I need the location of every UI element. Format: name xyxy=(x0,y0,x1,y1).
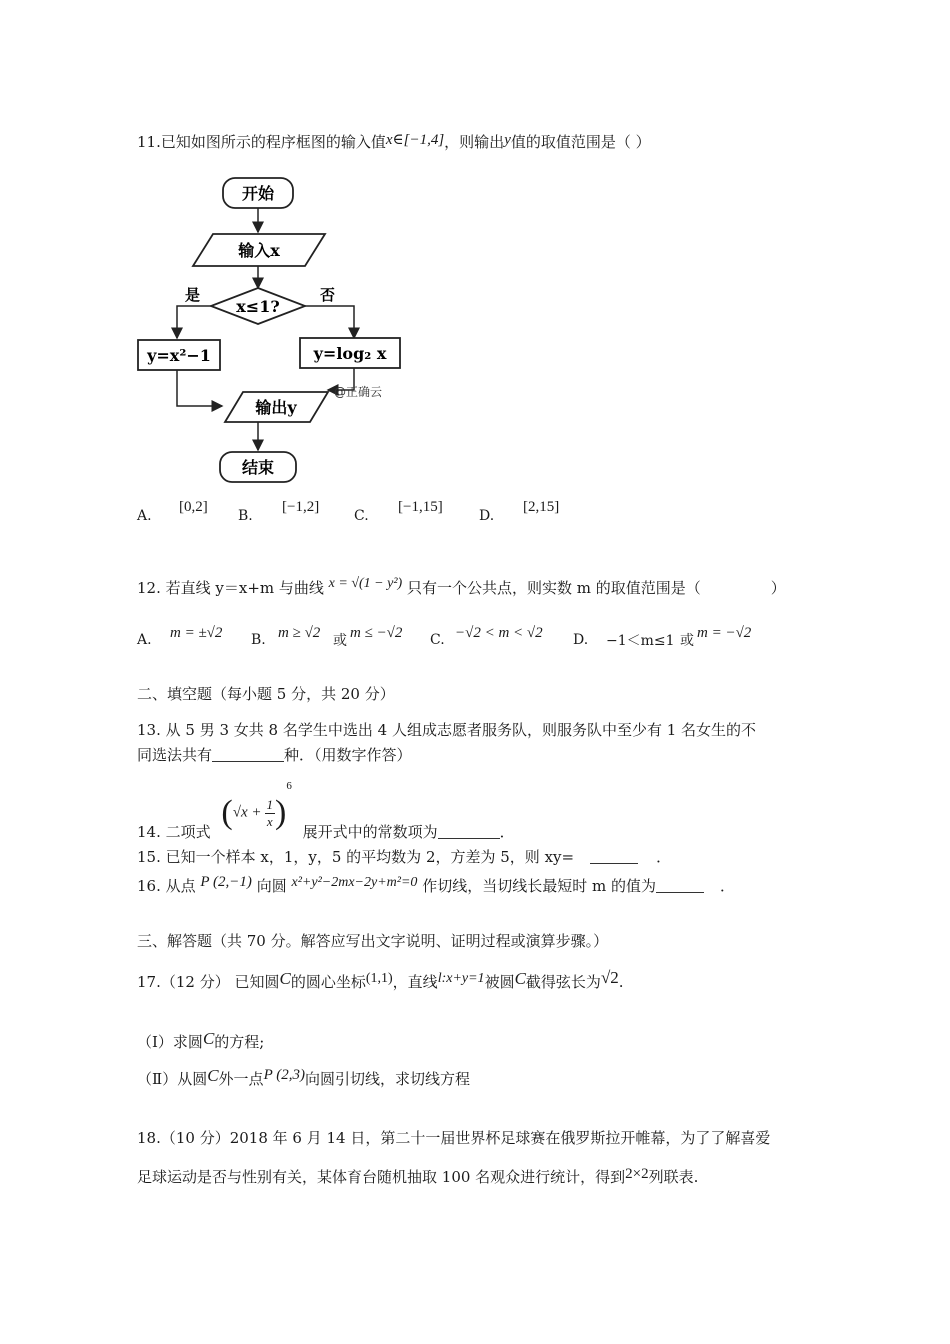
q16-circle-equation: x²+y²−2mx−2y+m²=0 xyxy=(291,875,418,890)
q12-option-c-value: −√2 < m < √2 xyxy=(455,625,543,641)
q17-stem: 17.（12 分） 已知圆C的圆心坐标(1,1)，直线l:x+y=1被圆C截得弦长为√2. xyxy=(137,968,624,991)
flow-decision-label: x≤1? xyxy=(236,297,280,316)
q18-table-size: 2×2 xyxy=(625,1166,649,1182)
q11-option-b-label: B. xyxy=(238,508,253,524)
q11-option-c-label: C. xyxy=(354,508,369,524)
q13-line2: 同选法共有 种．（用数字作答） xyxy=(137,746,412,764)
q17-center: (1,1) xyxy=(365,971,393,986)
q14-stem: 14. 二项式 (√x + $\frac{1}{x}$ )$^6$ 展开式中的常数项为 ． xyxy=(137,780,515,841)
q12-option-b-value: m ≥ √2 xyxy=(278,625,321,641)
q12-option-c-label: C. xyxy=(430,632,445,648)
q11-input-range: x∈[−1,4] xyxy=(385,132,445,148)
q13-answer-blank[interactable] xyxy=(212,747,284,762)
q11-option-c-value: [−1,15] xyxy=(398,499,443,515)
q12-option-d-value2: m = −√2 xyxy=(697,625,752,641)
q12-stem: 12. 若直线 y＝x+m 与曲线 x = √(1 − y²) 只有一个公共点，则实数 m 的取值范围是（ ） xyxy=(137,576,786,597)
flow-yes-label: 是 xyxy=(185,286,201,304)
q12-option-b-label: B. xyxy=(251,632,266,648)
q12-option-b-value2: m ≤ −√2 xyxy=(350,625,403,641)
q11-option-a-label: A. xyxy=(137,508,152,524)
section-fill-in-heading: 二、填空题（每小题 5 分，共 20 分） xyxy=(137,685,395,703)
q11-stem: 11.已知如图所示的程序框图的输入值x∈[−1,4]，则输出y值的取值范围是（ ） xyxy=(137,132,651,151)
flow-right-process-label: y=log₂ x xyxy=(313,344,387,363)
q16-stem: 16. 从点 P (2,−1) 向圆 x²+y²−2mx−2y+m²=0 作切线，当切线长最短时 m 的值为 ． xyxy=(137,874,735,895)
flow-start-label: 开始 xyxy=(241,184,275,203)
q16-answer-blank[interactable] xyxy=(656,878,704,893)
q12-option-d-or: 或 xyxy=(680,633,694,649)
q18-line1: 18.（10 分）2018 年 6 月 14 日，第二十一届世界杯足球赛在俄罗斯拉开帷幕，为了了解喜爱 xyxy=(137,1129,771,1147)
q14-answer-blank[interactable] xyxy=(438,824,500,839)
flow-end-label: 结束 xyxy=(241,458,275,477)
flow-no-label: 否 xyxy=(320,286,336,304)
q11-flowchart xyxy=(130,170,410,490)
flow-output-label: 输出y xyxy=(255,398,297,417)
flow-watermark: @正确云 xyxy=(334,385,383,399)
q18-line2: 足球运动是否与性别有关，某体育台随机抽取 100 名观众进行统计，得到2×2列联表. xyxy=(137,1166,699,1186)
q12-option-d-label: D. xyxy=(573,632,589,648)
q15-stem: 15. 已知一个样本 x，1，y，5 的平均数为 2，方差为 5，则 xy= ． xyxy=(137,848,672,866)
q12-option-d-value: −1＜m≤1 xyxy=(606,633,675,649)
q17-chord-length: √2 xyxy=(600,968,619,987)
q12-option-a-value: m = ±√2 xyxy=(170,625,223,641)
flow-input-label: 输入x xyxy=(238,241,280,260)
q12-curve-equation: x = √(1 − y²) xyxy=(328,576,403,591)
q11-option-d-value: [2,15] xyxy=(523,499,560,515)
q16-point: P (2,−1) xyxy=(200,874,252,890)
q17-line-equation: l:x+y=1 xyxy=(437,971,485,986)
q17-part1: （Ⅰ）求圆C的方程; xyxy=(137,1029,265,1051)
q14-binomial-expression: (√x + $\frac{1}{x}$ )$^6$ xyxy=(221,780,292,831)
q11-option-a-value: [0,2] xyxy=(179,499,208,515)
q15-answer-blank[interactable] xyxy=(590,849,638,864)
q17-point-p: P (2,3) xyxy=(263,1067,305,1083)
q11-option-d-label: D. xyxy=(479,508,495,524)
q13-line1: 13. 从 5 男 3 女共 8 名学生中选出 4 人组成志愿者服务队，则服务队中至少有 1 名女生的不 xyxy=(137,721,757,739)
section-answer-heading: 三、解答题（共 70 分。解答应写出文字说明、证明过程或演算步骤。） xyxy=(137,932,609,950)
q12-option-b-or: 或 xyxy=(333,633,347,649)
q17-part2: （Ⅱ）从圆C外一点P (2,3)向圆引切线，求切线方程 xyxy=(137,1066,470,1088)
q12-option-a-label: A. xyxy=(137,632,152,648)
q11-option-b-value: [−1,2] xyxy=(282,499,320,515)
flow-left-process-label: y=x²−1 xyxy=(147,346,211,365)
